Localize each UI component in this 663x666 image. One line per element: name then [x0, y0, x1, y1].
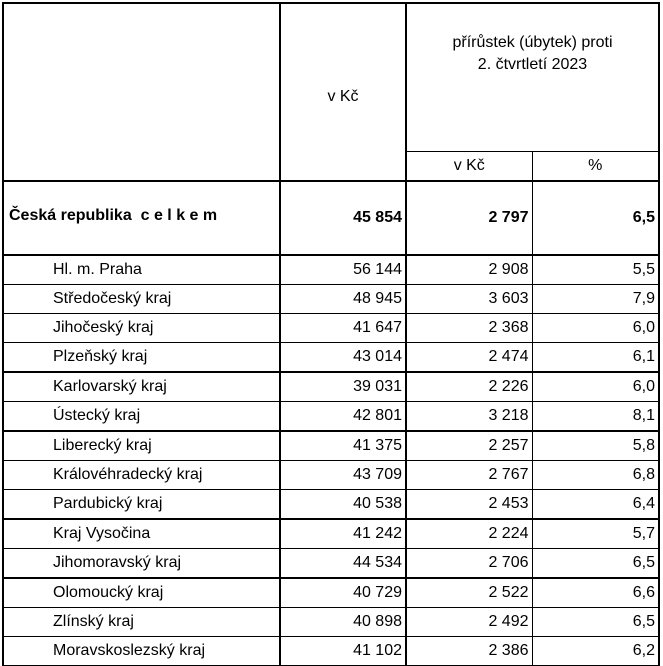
region-name: Liberecký kraj — [53, 437, 152, 454]
region-name: Moravskoslezský kraj — [53, 642, 206, 659]
region-pct: 8,1 — [632, 407, 655, 424]
region-abs-cell[interactable] — [406, 285, 532, 314]
region-abs: 2 908 — [488, 261, 529, 278]
region-pct: 6,4 — [632, 495, 655, 512]
region-abs-cell[interactable] — [406, 372, 532, 402]
region-abs-cell[interactable] — [406, 314, 532, 343]
region-name-cell[interactable] — [3, 519, 280, 549]
region-pct-cell[interactable] — [532, 461, 659, 490]
region-name-cell[interactable] — [3, 549, 280, 579]
table-row — [3, 372, 659, 402]
region-abs: 3 218 — [488, 407, 529, 424]
region-pct: 6,2 — [632, 642, 655, 659]
total-abs: 2 797 — [488, 209, 529, 226]
region-pct: 5,5 — [632, 261, 655, 278]
region-wage: 43 709 — [353, 466, 402, 483]
region-pct: 7,9 — [632, 290, 655, 307]
header-row — [3, 3, 659, 152]
table-row — [3, 285, 659, 314]
header-wage-label: v Kč — [327, 88, 359, 105]
region-pct: 6,1 — [632, 348, 655, 365]
region-abs: 2 224 — [488, 525, 529, 542]
region-wage: 41 375 — [353, 437, 402, 454]
region-name-cell[interactable] — [3, 490, 280, 520]
total-pct: 6,5 — [632, 209, 655, 226]
region-wage: 48 945 — [353, 290, 402, 307]
region-abs: 2 767 — [488, 466, 529, 483]
region-wage: 40 729 — [353, 584, 402, 601]
region-wage: 40 898 — [353, 613, 402, 630]
region-wage-cell[interactable] — [280, 549, 406, 579]
subheader-abs-cell[interactable] — [406, 152, 532, 182]
region-name-cell[interactable] — [3, 461, 280, 490]
subheader-pct-cell[interactable] — [532, 152, 659, 182]
region-abs: 2 226 — [488, 378, 529, 395]
region-abs: 2 522 — [488, 584, 529, 601]
table-row — [3, 431, 659, 461]
table-row — [3, 343, 659, 373]
total-row — [3, 181, 659, 255]
region-abs: 2 492 — [488, 613, 529, 630]
header-wage-cell[interactable] — [280, 3, 406, 181]
region-wage-cell[interactable] — [280, 608, 406, 637]
region-abs-cell[interactable] — [406, 578, 532, 608]
region-abs: 2 368 — [488, 319, 529, 336]
region-abs: 3 603 — [488, 290, 529, 307]
region-abs: 2 453 — [488, 495, 529, 512]
region-pct: 6,0 — [632, 319, 655, 336]
region-wage-cell[interactable] — [280, 372, 406, 402]
table-row — [3, 490, 659, 520]
region-name: Zlínský kraj — [53, 613, 134, 630]
region-pct: 6,0 — [632, 378, 655, 395]
region-wage: 41 102 — [353, 642, 402, 659]
region-wage-cell[interactable] — [280, 402, 406, 432]
region-name-cell[interactable] — [3, 608, 280, 637]
region-name: Kraj Vysočina — [53, 525, 151, 542]
region-name: Pardubický kraj — [53, 495, 163, 512]
region-name: Plzeňský kraj — [53, 348, 148, 365]
region-wage-cell[interactable] — [280, 343, 406, 373]
region-rows — [3, 255, 659, 666]
region-abs-cell[interactable] — [406, 519, 532, 549]
table-row — [3, 578, 659, 608]
region-wage: 41 647 — [353, 319, 402, 336]
region-wage: 56 144 — [353, 261, 402, 278]
region-name: Jihočeský kraj — [53, 319, 154, 336]
region-pct-cell[interactable] — [532, 519, 659, 549]
wage-table — [2, 2, 660, 666]
region-wage: 39 031 — [353, 378, 402, 395]
region-wage: 41 242 — [353, 525, 402, 542]
region-pct: 5,7 — [632, 525, 655, 542]
region-wage-cell[interactable] — [280, 285, 406, 314]
region-abs-cell[interactable] — [406, 549, 532, 579]
subheader-abs-label: v Kč — [453, 157, 485, 174]
total-name: Česká republika c e l k e m — [9, 207, 218, 224]
header-growth-line2: 2. čtvrtletí 2023 — [477, 56, 588, 73]
region-abs-cell[interactable] — [406, 402, 532, 432]
region-name: Královéhradecký kraj — [53, 466, 203, 483]
region-pct: 6,5 — [632, 554, 655, 571]
table-row — [3, 314, 659, 343]
region-pct-cell[interactable] — [532, 314, 659, 343]
subheader-pct-label: % — [588, 157, 603, 174]
region-name-cell[interactable] — [3, 578, 280, 608]
total-abs-cell[interactable] — [406, 181, 532, 255]
table-row — [3, 637, 659, 666]
region-pct-cell[interactable] — [532, 578, 659, 608]
region-wage-cell[interactable] — [280, 578, 406, 608]
region-abs-cell[interactable] — [406, 255, 532, 285]
region-name: Jihomoravský kraj — [53, 554, 182, 571]
table-row — [3, 255, 659, 285]
table-body — [3, 3, 659, 255]
region-wage: 43 014 — [353, 348, 402, 365]
region-pct-cell[interactable] — [532, 343, 659, 373]
region-name-cell[interactable] — [3, 402, 280, 432]
table-row — [3, 402, 659, 432]
region-pct: 6,5 — [632, 613, 655, 630]
region-name-cell[interactable] — [3, 431, 280, 461]
total-wage-cell[interactable] — [280, 181, 406, 255]
region-pct-cell[interactable] — [532, 549, 659, 579]
region-name-cell[interactable] — [3, 314, 280, 343]
region-name-cell[interactable] — [3, 372, 280, 402]
table-row — [3, 608, 659, 637]
region-name-cell[interactable] — [3, 637, 280, 666]
region-abs-cell[interactable] — [406, 637, 532, 666]
region-wage-cell[interactable] — [280, 490, 406, 520]
table-row — [3, 519, 659, 549]
region-name-cell[interactable] — [3, 255, 280, 285]
region-pct-cell[interactable] — [532, 285, 659, 314]
region-wage: 42 801 — [353, 407, 402, 424]
region-abs-cell[interactable] — [406, 608, 532, 637]
header-growth-line1: přírůstek (úbytek) proti — [452, 34, 613, 51]
region-pct-cell[interactable] — [532, 255, 659, 285]
region-name: Olomoucký kraj — [53, 584, 164, 601]
region-wage: 40 538 — [353, 495, 402, 512]
header-region-cell[interactable] — [3, 3, 280, 181]
region-abs-cell[interactable] — [406, 461, 532, 490]
region-wage-cell[interactable] — [280, 519, 406, 549]
region-wage-cell[interactable] — [280, 637, 406, 666]
region-abs-cell[interactable] — [406, 490, 532, 520]
region-pct-cell[interactable] — [532, 402, 659, 432]
region-wage-cell[interactable] — [280, 431, 406, 461]
region-name: Ústecký kraj — [53, 407, 141, 424]
region-abs: 2 474 — [488, 348, 529, 365]
region-pct: 6,8 — [632, 466, 655, 483]
total-wage: 45 854 — [353, 209, 402, 226]
region-name-cell[interactable] — [3, 343, 280, 373]
region-abs-cell[interactable] — [406, 343, 532, 373]
total-name-cell[interactable] — [3, 181, 280, 255]
table-row — [3, 549, 659, 579]
region-pct-cell[interactable] — [532, 490, 659, 520]
region-pct-cell[interactable] — [532, 372, 659, 402]
region-wage-cell[interactable] — [280, 461, 406, 490]
region-pct-cell[interactable] — [532, 637, 659, 666]
region-abs-cell[interactable] — [406, 431, 532, 461]
region-pct: 5,8 — [632, 437, 655, 454]
region-wage: 44 534 — [353, 554, 402, 571]
region-name-cell[interactable] — [3, 285, 280, 314]
region-abs: 2 706 — [488, 554, 529, 571]
region-wage-cell[interactable] — [280, 314, 406, 343]
region-wage-cell[interactable] — [280, 255, 406, 285]
region-name: Středočeský kraj — [53, 290, 172, 307]
header-growth-cell[interactable] — [406, 3, 659, 152]
region-name: Karlovarský kraj — [53, 378, 167, 395]
region-abs: 2 257 — [488, 437, 529, 454]
region-pct-cell[interactable] — [532, 608, 659, 637]
region-pct-cell[interactable] — [532, 431, 659, 461]
table-row — [3, 461, 659, 490]
total-pct-cell[interactable] — [532, 181, 659, 255]
region-abs: 2 386 — [488, 642, 529, 659]
region-name: Hl. m. Praha — [53, 261, 142, 278]
region-pct: 6,6 — [632, 584, 655, 601]
